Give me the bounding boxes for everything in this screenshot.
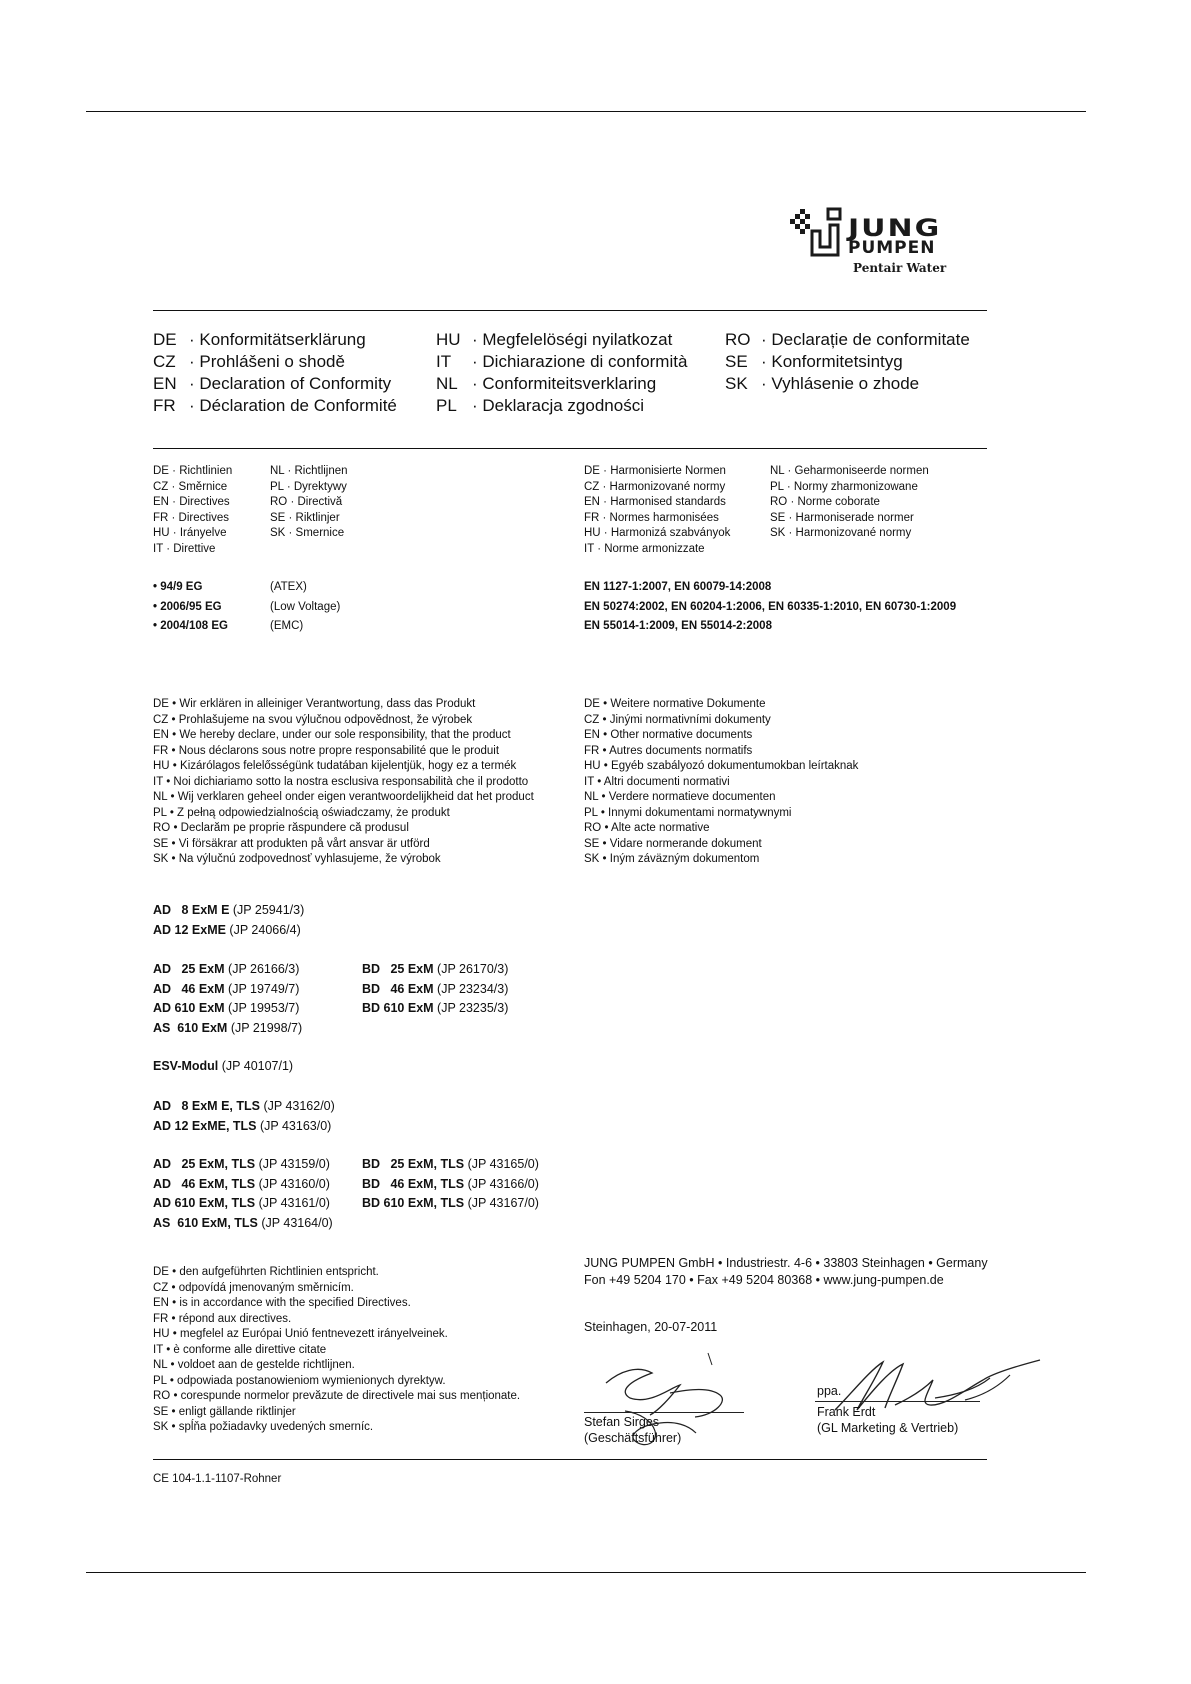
language-code: CZ bbox=[153, 352, 176, 371]
text-line: EN • We hereby declare, under our sole responsibility, that the product bbox=[153, 729, 511, 741]
text-line: SK • Na výlučnú zodpovednosť vyhlasujeme, že výrobok bbox=[153, 853, 441, 865]
product-jp-number: (JP 21998/7) bbox=[227, 1020, 303, 1035]
label: SK · Harmonizované normy bbox=[770, 527, 912, 539]
title-line bbox=[153, 395, 397, 417]
product-jp-number: (JP 19953/7) bbox=[224, 1001, 300, 1015]
text-line: EN • is in accordance with the specified Directives. bbox=[153, 1297, 411, 1309]
label: IT · Direttive bbox=[153, 542, 216, 555]
language-code: DE bbox=[153, 330, 177, 349]
product-jp-number: (JP 43167/0) bbox=[464, 1196, 539, 1210]
text-line: PL • odpowiada postanowieniom wymienionych dyrektyw. bbox=[153, 1374, 446, 1387]
directive-name: (EMC) bbox=[270, 620, 304, 632]
label: SK · Smernice bbox=[270, 527, 345, 539]
text-line: HU • Egyéb szabályozó dokumentumokban leírtaknak bbox=[584, 760, 859, 772]
label: IT · Norme armonizzate bbox=[584, 542, 705, 555]
label: SE · Harmoniserade normer bbox=[770, 511, 914, 524]
signer-2-prefix: ppa. bbox=[817, 1384, 842, 1398]
text-line: HU • megfelel az Európai Unió fentnevezett irányelveinek. bbox=[153, 1328, 448, 1340]
title-text: · Megfelelöségi nyilatkozat bbox=[472, 330, 673, 349]
product-jp-number: (JP 43166/0) bbox=[464, 1176, 539, 1191]
product-jp-number: (JP 26166/3) bbox=[224, 962, 300, 976]
title-line bbox=[153, 373, 397, 395]
directive-names bbox=[270, 578, 340, 637]
product-row bbox=[153, 960, 302, 980]
product-model: AD 25 ExM bbox=[153, 962, 225, 976]
declaration-statement bbox=[153, 697, 534, 868]
product-model: BD 25 ExM, TLS bbox=[362, 1157, 465, 1171]
title-text: · Dichiarazione di conformità bbox=[472, 352, 688, 371]
title-line bbox=[725, 373, 970, 395]
directive-code: • 94/9 EG bbox=[153, 581, 203, 593]
logo-line2: PUMPEN bbox=[848, 238, 936, 258]
text-line: DE • den aufgeführten Richtlinien entspricht. bbox=[153, 1266, 379, 1278]
text-line: IT • Altri documenti normativi bbox=[584, 775, 730, 788]
text-line: IT • Noi dichiariamo sotto la nostra esclusiva responsabilità che il prodotto bbox=[153, 775, 529, 788]
language-code: IT bbox=[436, 352, 452, 371]
standard-item: EN 50274:2002, EN 60204-1:2006, EN 60335-1:2010, EN 60730-1:2009 bbox=[584, 600, 957, 613]
text-line: EN • Other normative documents bbox=[584, 729, 753, 741]
accordance-statement bbox=[153, 1265, 520, 1436]
product-model: AD 12 ExME bbox=[153, 922, 226, 937]
title-line bbox=[153, 351, 397, 373]
text-line: FR • répond aux directives. bbox=[153, 1312, 292, 1325]
product-jp-number: (JP 40107/1) bbox=[218, 1059, 294, 1073]
signer-1 bbox=[584, 1414, 681, 1446]
label: EN · Directives bbox=[153, 496, 230, 508]
text-line: HU • Kizárólagos felelősségünk tudatában kijelentjük, hogy ez a termék bbox=[153, 760, 517, 772]
directive-name: (ATEX) bbox=[270, 581, 307, 593]
product-row bbox=[362, 980, 508, 1000]
text-line: IT • è conforme alle direttive citate bbox=[153, 1343, 327, 1356]
product-group-5-left bbox=[153, 1155, 333, 1233]
company-contact-line: Fon +49 5204 170 • Fax +49 5204 80368 • www.jung-pumpen.de bbox=[584, 1273, 944, 1287]
product-model: AD 46 ExM, TLS bbox=[153, 1176, 256, 1191]
product-jp-number: (JP 43163/0) bbox=[256, 1118, 332, 1133]
product-model: ESV-Modul bbox=[153, 1059, 219, 1073]
product-model: AD 610 ExM bbox=[153, 1001, 225, 1015]
product-row bbox=[153, 1057, 293, 1077]
titles-column-3 bbox=[725, 329, 970, 395]
product-row bbox=[153, 1214, 333, 1234]
directive-name: (Low Voltage) bbox=[270, 600, 341, 613]
title-text: · Konformitetsintyg bbox=[761, 352, 903, 371]
text-line: RO • Declarăm pe proprie răspundere că produsul bbox=[153, 822, 409, 834]
text-line: PL • Innymi dokumentami normatywnymi bbox=[584, 806, 792, 819]
directive-code: • 2006/95 EG bbox=[153, 600, 222, 613]
jung-pumpen-logo bbox=[790, 205, 990, 285]
label: EN · Harmonised standards bbox=[584, 496, 726, 508]
label: SE · Riktlinjer bbox=[270, 511, 340, 524]
product-model: AD 8 ExM E, TLS bbox=[153, 1099, 260, 1113]
product-row bbox=[153, 1175, 333, 1195]
language-code: FR bbox=[153, 396, 176, 415]
signer-2-name: Frank Erdt bbox=[817, 1405, 876, 1419]
signature-2-line bbox=[815, 1401, 980, 1402]
signature-1-line bbox=[584, 1412, 744, 1413]
logo-line1: JUNG bbox=[848, 214, 942, 243]
logo-subtitle: Pentair Water bbox=[853, 261, 947, 275]
label: NL · Richtlijnen bbox=[270, 465, 348, 477]
label: PL · Normy zharmonizowane bbox=[770, 480, 918, 493]
product-jp-number: (JP 23234/3) bbox=[433, 981, 509, 996]
directive-codes bbox=[153, 578, 228, 637]
text-line: NL • Verdere normatieve documenten bbox=[584, 791, 776, 803]
product-row bbox=[153, 980, 302, 1000]
product-group-2-left bbox=[153, 960, 302, 1038]
company-line: JUNG PUMPEN GmbH • Industriestr. 4-6 • 33803 Steinhagen • Germany bbox=[584, 1256, 988, 1270]
label: HU · Harmonizá szabványok bbox=[584, 527, 731, 539]
product-jp-number: (JP 26170/3) bbox=[433, 962, 509, 976]
standards-labels-col2 bbox=[770, 464, 929, 542]
product-jp-number: (JP 43162/0) bbox=[259, 1099, 335, 1113]
titles-column-1 bbox=[153, 329, 397, 417]
title-text: · Conformiteitsverklaring bbox=[472, 374, 657, 393]
title-text: · Deklaracja zgodności bbox=[472, 396, 644, 415]
text-line: SE • enligt gällande riktlinjer bbox=[153, 1405, 296, 1418]
label: CZ · Směrnice bbox=[153, 480, 228, 493]
text-line: DE • Weitere normative Dokumente bbox=[584, 698, 766, 710]
title-text: · Declaration of Conformity bbox=[189, 374, 392, 393]
product-jp-number: (JP 19749/7) bbox=[224, 981, 300, 996]
label: FR · Normes harmonisées bbox=[584, 511, 719, 524]
product-row bbox=[153, 999, 302, 1019]
label: DE · Harmonisierte Normen bbox=[584, 465, 726, 477]
label: FR · Directives bbox=[153, 511, 230, 524]
product-row bbox=[362, 1175, 539, 1195]
standard-item: EN 1127-1:2007, EN 60079-14:2008 bbox=[584, 581, 772, 593]
label: RO · Norme coborate bbox=[770, 496, 880, 508]
product-jp-number: (JP 43160/0) bbox=[255, 1176, 330, 1191]
title-line bbox=[436, 351, 687, 373]
product-jp-number: (JP 43161/0) bbox=[255, 1196, 330, 1210]
product-model: BD 25 ExM bbox=[362, 962, 434, 976]
product-jp-number: (JP 43159/0) bbox=[255, 1157, 330, 1171]
language-code: SK bbox=[725, 374, 748, 393]
language-code: PL bbox=[436, 396, 457, 415]
directives-labels-col2 bbox=[270, 464, 348, 542]
product-model: BD 46 ExM, TLS bbox=[362, 1176, 465, 1191]
product-model: BD 610 ExM bbox=[362, 1001, 434, 1015]
title-text: · Declarație de conformitate bbox=[761, 330, 970, 349]
label: NL · Geharmoniseerde normen bbox=[770, 465, 929, 477]
text-line: RO • Alte acte normative bbox=[584, 822, 710, 834]
standards-list bbox=[584, 578, 956, 637]
title-line bbox=[153, 329, 397, 351]
title-line bbox=[436, 395, 687, 417]
text-line: FR • Nous déclarons sous notre propre responsabilité que le produit bbox=[153, 744, 500, 757]
product-row bbox=[362, 1155, 539, 1175]
product-row bbox=[153, 921, 304, 941]
text-line: SE • Vi försäkrar att produkten på vårt ansvar är utförd bbox=[153, 837, 430, 850]
product-group-3 bbox=[153, 1057, 293, 1077]
text-line: CZ • Prohlašujeme na svou výlučnou odpovědnost, že výrobek bbox=[153, 713, 473, 726]
product-row bbox=[153, 1117, 335, 1137]
other-normative-documents bbox=[584, 697, 858, 868]
title-line bbox=[436, 329, 687, 351]
product-row bbox=[362, 960, 508, 980]
text-line: CZ • odpovídá jmenovaným směrnicím. bbox=[153, 1281, 354, 1294]
label: DE · Richtlinien bbox=[153, 465, 233, 477]
place-date: Steinhagen, 20-07-2011 bbox=[584, 1320, 718, 1334]
product-model: BD 610 ExM, TLS bbox=[362, 1196, 465, 1210]
top-page-rule bbox=[86, 111, 1086, 112]
language-code: RO bbox=[725, 330, 751, 349]
title-line bbox=[725, 351, 970, 373]
language-code: NL bbox=[436, 374, 458, 393]
product-model: AD 610 ExM, TLS bbox=[153, 1196, 256, 1210]
title-bottom-rule bbox=[153, 448, 987, 449]
product-group-5-right bbox=[362, 1155, 539, 1214]
title-text: · Prohlášeni o shodě bbox=[189, 352, 345, 371]
signer-2-role: (GL Marketing & Vertrieb) bbox=[817, 1421, 959, 1435]
product-jp-number: (JP 23235/3) bbox=[433, 1001, 509, 1015]
product-row bbox=[362, 1194, 539, 1214]
product-model: AS 610 ExM, TLS bbox=[153, 1215, 258, 1230]
signer-1-name: Stefan Sirges bbox=[584, 1415, 660, 1429]
product-jp-number: (JP 43165/0) bbox=[464, 1157, 539, 1171]
text-line: RO • corespunde normelor prevăzute de directivele mai sus menționate. bbox=[153, 1390, 521, 1402]
standard-item: EN 55014-1:2009, EN 55014-2:2008 bbox=[584, 620, 772, 632]
product-group-1 bbox=[153, 901, 304, 940]
language-code: EN bbox=[153, 374, 177, 393]
text-line: SE • Vidare normerande dokument bbox=[584, 837, 762, 850]
directive-code: • 2004/108 EG bbox=[153, 620, 228, 632]
text-line: NL • Wij verklaren geheel onder eigen verantwoordelijkheid dat het product bbox=[153, 791, 534, 803]
text-line: DE • Wir erklären in alleiniger Verantwortung, dass das Produkt bbox=[153, 698, 476, 710]
title-text: · Déclaration de Conformité bbox=[189, 396, 397, 415]
product-row bbox=[153, 901, 304, 921]
product-jp-number: (JP 24066/4) bbox=[225, 922, 301, 937]
product-row bbox=[362, 999, 508, 1019]
product-group-4 bbox=[153, 1097, 335, 1136]
title-line bbox=[436, 373, 687, 395]
document-reference: CE 104-1.1-1107-Rohner bbox=[153, 1473, 282, 1485]
product-jp-number: (JP 43164/0) bbox=[257, 1215, 333, 1230]
text-line: FR • Autres documents normatifs bbox=[584, 744, 753, 757]
product-model: AD 12 ExME, TLS bbox=[153, 1118, 257, 1133]
product-row bbox=[153, 1097, 335, 1117]
text-line: NL • voldoet aan de gestelde richtlijnen. bbox=[153, 1359, 355, 1371]
product-group-2-right bbox=[362, 960, 508, 1019]
product-row bbox=[153, 1019, 302, 1039]
signer-2 bbox=[817, 1404, 958, 1436]
product-jp-number: (JP 25941/3) bbox=[229, 903, 305, 917]
product-row bbox=[153, 1194, 333, 1214]
title-text: · Vyhlásenie o zhode bbox=[761, 374, 920, 393]
label: CZ · Harmonizované normy bbox=[584, 480, 726, 493]
text-line: SK • Iným záväzným dokumentom bbox=[584, 853, 760, 865]
language-code: HU bbox=[436, 330, 461, 349]
label: HU · Irányelve bbox=[153, 527, 227, 539]
titles-column-2 bbox=[436, 329, 687, 417]
product-model: AD 25 ExM, TLS bbox=[153, 1157, 256, 1171]
title-top-rule bbox=[153, 310, 987, 311]
label: RO · Directivă bbox=[270, 496, 343, 508]
text-line: SK • spĺňa požiadavky uvedených smerníc. bbox=[153, 1421, 374, 1433]
standards-labels-col1 bbox=[584, 464, 730, 557]
signer-1-role: (Geschäftsführer) bbox=[584, 1431, 682, 1445]
text-line: PL • Z pełną odpowiedzialnością oświadczamy, że produkt bbox=[153, 806, 450, 819]
product-model: AS 610 ExM bbox=[153, 1020, 228, 1035]
company-address bbox=[584, 1255, 988, 1289]
product-row bbox=[153, 1155, 333, 1175]
text-line: CZ • Jinými normativními dokumenty bbox=[584, 713, 771, 726]
bottom-page-rule bbox=[86, 1572, 1086, 1573]
title-line bbox=[725, 329, 970, 351]
label: PL · Dyrektywy bbox=[270, 480, 347, 493]
title-text: · Konformitätserklärung bbox=[189, 330, 366, 349]
product-model: AD 46 ExM bbox=[153, 981, 225, 996]
language-code: SE bbox=[725, 352, 748, 371]
footer-rule bbox=[153, 1459, 987, 1460]
logo-mark-icon bbox=[790, 205, 852, 265]
product-model: BD 46 ExM bbox=[362, 981, 434, 996]
directives-labels-col1 bbox=[153, 464, 232, 557]
product-model: AD 8 ExM E bbox=[153, 903, 230, 917]
